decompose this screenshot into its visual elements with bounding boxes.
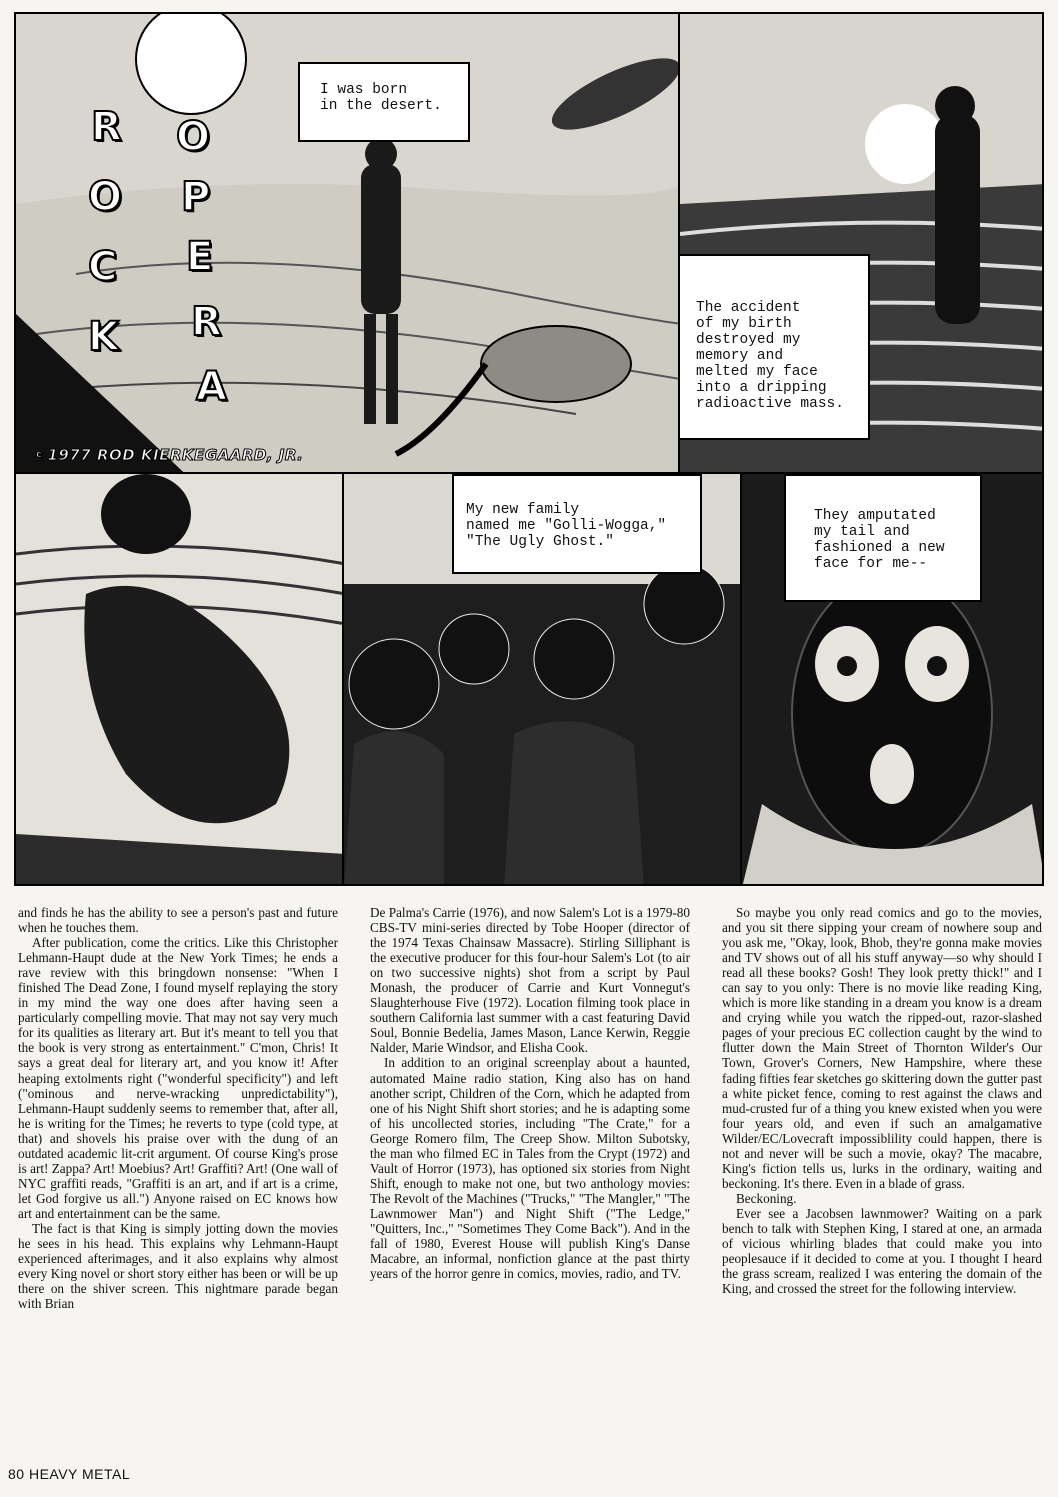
comic-panel-mask xyxy=(740,472,1044,886)
col3-paragraph: Beckoning. xyxy=(736,1190,797,1206)
article-column-1 xyxy=(18,905,338,1311)
comic-panel-dunes xyxy=(678,12,1044,474)
comic-panel-family xyxy=(342,472,742,886)
caption-born-in-desert: I was born in the desert. xyxy=(298,62,470,142)
title-letter-c: C xyxy=(88,244,118,290)
caption-accident-of-birth: The accident of my birth destroyed my memory and melted my face into a dripping radioactive mass. xyxy=(678,254,870,440)
reclining-illustration xyxy=(16,474,344,886)
comic-panel-reclining xyxy=(14,472,344,886)
title-letter-o: O xyxy=(88,174,123,220)
page-footer: 80 HEAVY METAL xyxy=(8,1466,131,1482)
col1-paragraph: The fact is that King is simply jotting down the movies he sees in his head. This explains why Lehmann-Haupt experienced afterimages, and it also explains why almost every King novel or short story either has been or will be up there on the shiver screen. This nightmare parade began with Brian xyxy=(18,1220,338,1312)
caption-new-family: My new family named me "Golli-Wogga," "The Ugly Ghost." xyxy=(452,474,702,574)
comic-panel-desert xyxy=(14,12,680,474)
article-column-2 xyxy=(370,905,690,1281)
title-letter-a: A xyxy=(196,364,227,410)
title-letter-k: K xyxy=(88,314,119,360)
col3-paragraph: Ever see a Jacobsen lawnmower? Waiting on a park bench to talk with Stephen King, I stared at one, an armada of vicious whirling blades that could make you into peoplesauce if it decided to come at you. I thought I heard the grass scream, realized I was entering the domain of the King, and crossed the street for the following interview. xyxy=(722,1205,1042,1297)
article-column-3 xyxy=(722,905,1042,1296)
title-letter-e: E xyxy=(186,234,214,280)
caption-amputated-tail: They amputated my tail and fashioned a new face for me-- xyxy=(784,474,982,602)
artist-signature: ©1977 ROD KIERKEGAARD, JR. xyxy=(32,446,304,464)
col1-paragraph: and finds he has the ability to see a person's past and future when he touches them. xyxy=(18,905,338,936)
title-letter-r2: R xyxy=(191,299,222,345)
title-letter-o2: O xyxy=(176,114,211,160)
col2-paragraph: In addition to an original screenplay about a haunted, automated Maine radio station, King also has on hand another script, Children of the Corn, which he adapted from one of his Night Shift short stories; and he is adapting some of his uncollected stories, including "The Crate," for a George Romero film, The Creep Show. Milton Subotsky, the man who filmed EC in Tales from the Crypt (1972) and Vault of Horror (1973), has optioned six stories from Night Shift, enough to make not one, but two anthology movies: The Revolt of the Machines ("Trucks," "The Mangler," "The Lawnmower Man") and Night Shift ("The Ledge," "Quitters, Inc.," "Sometimes They Come Back"). And in the fall of 1980, Everest House will publish King's Danse Macabre, an informal, nonfiction glance at the past thirty years of the horror genre in comics, movies, radio, and TV. xyxy=(370,1055,690,1282)
title-letter-p: P xyxy=(181,174,211,220)
col3-paragraph: So maybe you only read comics and go to the movies, and you sit there sipping your cream of nowhere soup and you ask me, "Okay, look, Bhob, they're gonna make movies and TV shows out of all his stuff anyway—so why should I read all these books? Gosh! They look pretty thick!" and I can say to you only: There is no movie like reading King, which is more like standing in a dream you know is a dream and crying while you watch the ripped-out, razor-slashed pages of your precious EC collection caught by the wind to flutter down the Main Street of Thornton Wilder's Our Town, Grover's Corners, New Hampshire, where these fading fifties fear sketches go skittering down the gutter past a white picket fence, coming to rest against the claws and mud-crusted fur of a thing you knew existed when you were four years old, and even if such an amalgamative Wilder/EC/Lovecraft impossiblility could happen, there is not and never will be such a movie, okay? The macabre, King's fiction tells us, lurks in the ordinary, waiting and beckoning. It's there. Even in a blade of grass. xyxy=(722,905,1042,1191)
title-letter-r: R xyxy=(91,104,122,150)
col2-paragraph: De Palma's Carrie (1976), and now Salem's Lot is a 1979-80 CBS-TV mini-series directed by Tobe Hooper (director of the 1974 Texas Chainsaw Massacre). Stirling Silliphant is the executive producer for this four-hour Salem's Lot (to air on two successive nights) shot from a script by Paul Monash, the producer of Carrie and Kurt Vonnegut's Slaughterhouse Five (1972). Location filming took place in southern California last summer with a cast featuring David Soul, Bonnie Bedelia, James Mason, Lance Kerwin, Reggie Nalder, Marie Windsor, and Elisha Cook. xyxy=(370,905,690,1056)
col1-paragraph: After publication, come the critics. Like this Christopher Lehmann-Haupt dude at the New York Times; he ends a rave review with this bringdown nonsense: "When I finished The Dead Zone, I found myself replaying the story in my mind the way one does after having seen a particularly compelling movie. That may not say very much for its qualities as literary art. But it's meant to tell you that the book is very strong as entertainment." C'mon, Chris! It says a great deal for literary art, and you know it! After heaping extolments right ("wonderful specificity") and left ("ominous and nerve-wracking unpredictability"), Lehmann-Haupt suddenly seems to remember that, after all, he is writing for the Times; he reverts to type (cold type, at that) and shovels his praise over with the dung of an outdated academic lit-crit argument. Of course King's prose is art! Zappa? Art! Moebius? Art! Graffiti? Art! (One wall of NYC graffiti reads, "Graffiti is an art, and if art is a crime, let God forgive us all.") Anyone raised on EC knows how art and entertainment can be the same. xyxy=(18,935,338,1221)
